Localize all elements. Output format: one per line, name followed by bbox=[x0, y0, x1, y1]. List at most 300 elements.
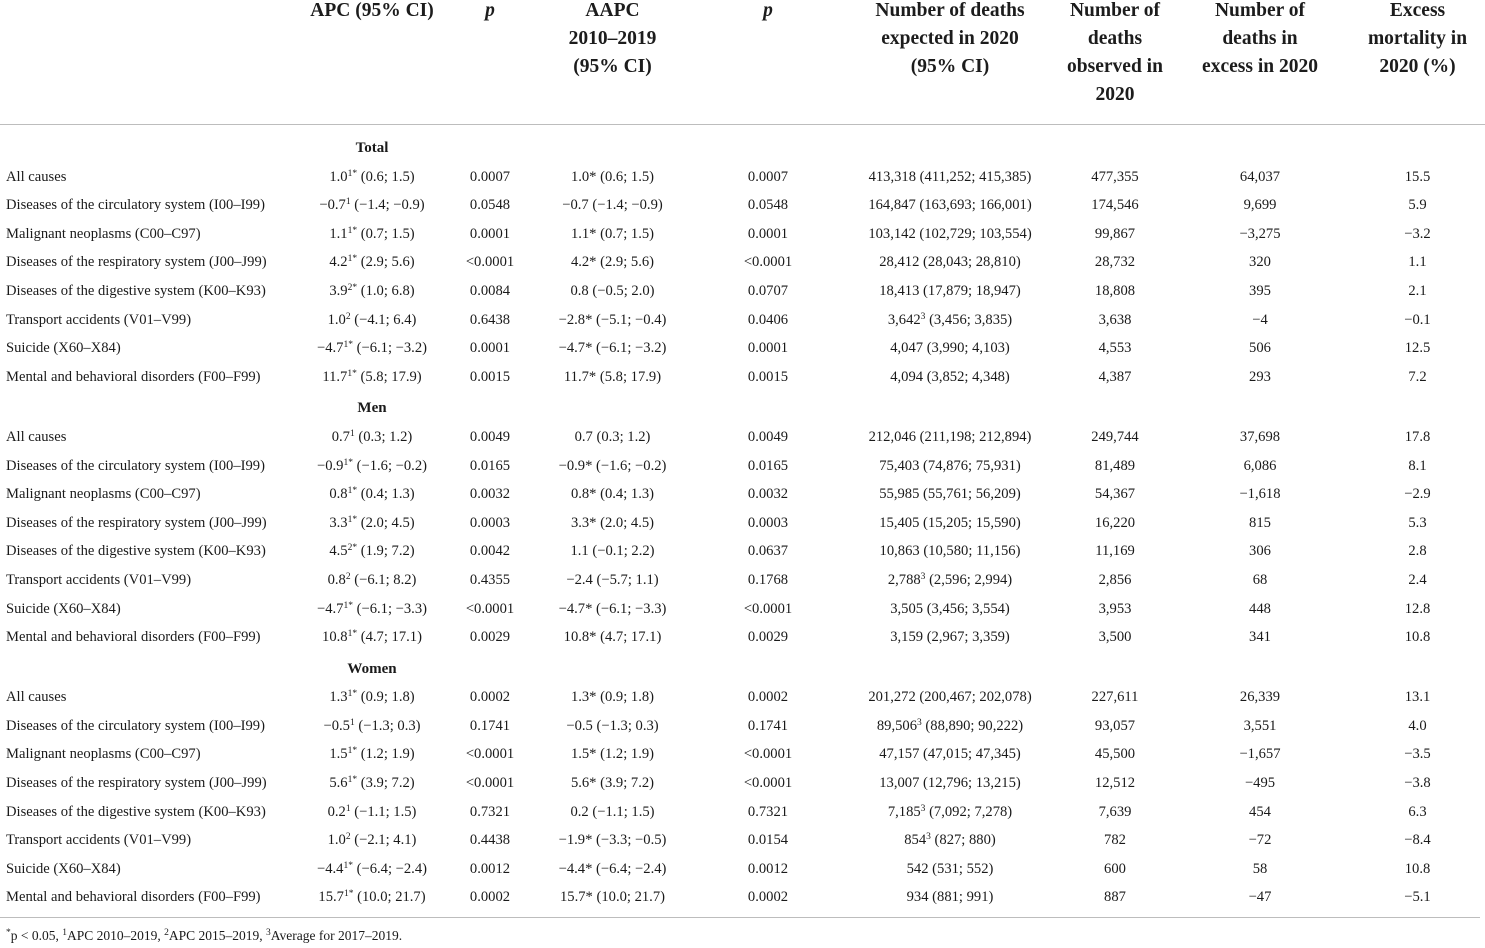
table-row bbox=[0, 683, 1485, 712]
cell-apc bbox=[292, 220, 452, 249]
apc-superscript: 1* bbox=[347, 689, 358, 700]
cell-p-value-1: 0.0084 bbox=[469, 282, 511, 299]
cell-apc bbox=[292, 595, 452, 624]
cell-excess-mortality: −0.1 bbox=[1404, 311, 1431, 328]
apc-value: 1.3 bbox=[329, 689, 348, 706]
cell-cause: Suicide (X60–X84) bbox=[6, 600, 121, 617]
cell-excess-mortality: 5.3 bbox=[1408, 514, 1427, 531]
apc-superscript: 1* bbox=[347, 168, 358, 179]
cell-deaths-observed: 54,367 bbox=[1094, 486, 1136, 503]
expected-superscript: 3 bbox=[920, 803, 926, 814]
cell-apc bbox=[292, 191, 452, 220]
cell-apc bbox=[292, 826, 452, 855]
cell-p-value-2: 0.0003 bbox=[747, 514, 789, 531]
table-row bbox=[0, 248, 1485, 277]
cell-deaths-observed: 12,512 bbox=[1094, 775, 1136, 792]
apc-superscript: 2* bbox=[347, 282, 358, 293]
cell-deaths-observed: 4,553 bbox=[1098, 340, 1132, 357]
apc-value: −0.7 bbox=[319, 197, 346, 214]
cell-cause: Transport accidents (V01–V99) bbox=[6, 571, 192, 588]
cell-aapc: −0.5 (−1.3; 0.3) bbox=[566, 717, 659, 734]
cell-deaths-excess: 26,339 bbox=[1239, 689, 1281, 706]
cell-apc bbox=[292, 423, 452, 452]
table-row bbox=[0, 452, 1485, 481]
cell-deaths-expected bbox=[850, 423, 1050, 452]
cell-deaths-observed: 7,639 bbox=[1098, 803, 1132, 820]
apc-ci: (−1.6; −0.2) bbox=[352, 457, 427, 474]
cell-excess-mortality: −3.2 bbox=[1404, 225, 1431, 242]
cell-apc bbox=[292, 248, 452, 277]
cell-excess-mortality: 12.8 bbox=[1404, 600, 1431, 617]
apc-ci: (−2.1; 4.1) bbox=[350, 832, 417, 849]
header-aapc: AAPC 2010–2019 (95% CI) bbox=[568, 0, 657, 77]
cell-deaths-expected bbox=[850, 683, 1050, 712]
cell-deaths-expected bbox=[850, 191, 1050, 220]
apc-superscript: 1* bbox=[347, 746, 358, 757]
cell-p-value-2: 0.0001 bbox=[747, 340, 789, 357]
apc-superscript: 1 bbox=[349, 428, 355, 439]
table-row bbox=[0, 798, 1485, 827]
expected-value: 15,405 bbox=[879, 514, 920, 531]
apc-ci: (−6.1; −3.2) bbox=[352, 340, 427, 357]
cell-excess-mortality: 10.8 bbox=[1404, 860, 1431, 877]
expected-ci: (3,456; 3,554) bbox=[923, 600, 1010, 617]
cell-deaths-observed: 3,638 bbox=[1098, 311, 1132, 328]
table-row bbox=[0, 277, 1485, 306]
cell-p-value-2: 0.0548 bbox=[747, 197, 789, 214]
cell-deaths-expected bbox=[850, 769, 1050, 798]
apc-ci: (−6.4; −2.4) bbox=[352, 860, 427, 877]
apc-superscript: 1* bbox=[347, 486, 358, 497]
expected-value: 13,007 bbox=[879, 775, 920, 792]
cell-deaths-excess: 58 bbox=[1252, 860, 1268, 877]
cell-deaths-expected bbox=[850, 537, 1050, 566]
cell-aapc: −2.8* (−5.1; −0.4) bbox=[558, 311, 667, 328]
expected-ci: (12,796; 13,215) bbox=[919, 775, 1021, 792]
apc-superscript: 1* bbox=[343, 457, 353, 468]
apc-ci: (2.0; 4.5) bbox=[357, 514, 415, 531]
cell-apc bbox=[292, 163, 452, 192]
apc-ci: (5.8; 17.9) bbox=[356, 368, 422, 385]
cell-cause: Transport accidents (V01–V99) bbox=[6, 311, 192, 328]
cell-cause: Transport accidents (V01–V99) bbox=[6, 832, 192, 849]
apc-value: −0.5 bbox=[323, 717, 350, 734]
apc-superscript: 1* bbox=[343, 860, 353, 871]
cell-deaths-expected bbox=[850, 509, 1050, 538]
cell-apc bbox=[292, 855, 452, 884]
table-row bbox=[0, 363, 1485, 392]
apc-value: 1.5 bbox=[329, 746, 348, 763]
table-row bbox=[0, 883, 1485, 912]
cell-p-value-1: 0.6438 bbox=[469, 311, 511, 328]
cell-p-value-2: <0.0001 bbox=[743, 746, 793, 763]
expected-ci: (17,879; 18,947) bbox=[919, 282, 1021, 299]
expected-ci: (47,015; 47,345) bbox=[919, 746, 1021, 763]
apc-ci: (1.2; 1.9) bbox=[357, 746, 415, 763]
table-row bbox=[0, 509, 1485, 538]
cell-cause: Diseases of the respiratory system (J00–J99) bbox=[6, 254, 267, 271]
cell-excess-mortality: 1.1 bbox=[1408, 254, 1427, 271]
expected-ci: (531; 552) bbox=[928, 860, 994, 877]
group-heading bbox=[0, 394, 1485, 423]
cell-deaths-excess: 68 bbox=[1252, 571, 1268, 588]
cell-aapc: 0.2 (−1.1; 1.5) bbox=[570, 803, 655, 820]
cell-cause: Malignant neoplasms (C00–C97) bbox=[6, 486, 201, 503]
cell-deaths-excess: 320 bbox=[1249, 254, 1271, 271]
cell-cause: Malignant neoplasms (C00–C97) bbox=[6, 746, 201, 763]
group-title: Men bbox=[357, 400, 387, 417]
cell-deaths-expected bbox=[850, 595, 1050, 624]
cell-p-value-1: 0.4355 bbox=[469, 571, 511, 588]
apc-value: −4.7 bbox=[316, 600, 344, 617]
expected-superscript: 3 bbox=[917, 717, 922, 728]
cell-p-value-1: 0.1741 bbox=[469, 717, 511, 734]
apc-ci: (−4.1; 6.4) bbox=[350, 311, 417, 328]
table-row bbox=[0, 566, 1485, 595]
cell-deaths-expected bbox=[850, 566, 1050, 595]
expected-ci: (827; 880) bbox=[930, 832, 996, 849]
cell-deaths-expected bbox=[850, 277, 1050, 306]
table-row bbox=[0, 480, 1485, 509]
apc-value: 11.7 bbox=[322, 368, 348, 385]
cell-deaths-expected bbox=[850, 306, 1050, 335]
apc-superscript: 1* bbox=[347, 368, 357, 379]
cell-p-value-1: 0.0002 bbox=[469, 689, 511, 706]
cell-p-value-1: <0.0001 bbox=[465, 775, 515, 792]
cell-apc bbox=[292, 769, 452, 798]
apc-ci: (−6.1; −3.3) bbox=[352, 600, 427, 617]
expected-value: 28,412 bbox=[879, 254, 920, 271]
table-body bbox=[0, 134, 1485, 912]
table-row bbox=[0, 191, 1485, 220]
apc-value: 1.0 bbox=[327, 832, 346, 849]
cell-excess-mortality: 7.2 bbox=[1408, 368, 1427, 385]
cell-p-value-2: 0.0002 bbox=[747, 689, 789, 706]
cell-deaths-expected bbox=[850, 826, 1050, 855]
cell-deaths-excess: −1,618 bbox=[1239, 486, 1281, 503]
table-row bbox=[0, 855, 1485, 884]
table-row bbox=[0, 423, 1485, 452]
cell-p-value-2: 0.1768 bbox=[747, 571, 789, 588]
cell-excess-mortality: 6.3 bbox=[1408, 803, 1427, 820]
table-header bbox=[0, 0, 1485, 125]
expected-ci: (55,761; 56,209) bbox=[919, 486, 1021, 503]
cell-aapc: 0.8 (−0.5; 2.0) bbox=[570, 282, 655, 299]
cell-aapc: 1.1 (−0.1; 2.2) bbox=[570, 543, 655, 560]
apc-superscript: 2 bbox=[345, 571, 351, 582]
cell-p-value-2: 0.0637 bbox=[747, 543, 789, 560]
expected-ci: (2,967; 3,359) bbox=[923, 629, 1010, 646]
apc-ci: (0.9; 1.8) bbox=[357, 689, 415, 706]
apc-ci: (0.7; 1.5) bbox=[357, 225, 415, 242]
cell-excess-mortality: 4.0 bbox=[1408, 717, 1427, 734]
cell-p-value-2: 0.0001 bbox=[747, 225, 789, 242]
cell-excess-mortality: 2.1 bbox=[1408, 282, 1427, 299]
cell-aapc: 15.7* (10.0; 21.7) bbox=[560, 889, 665, 906]
expected-ci: (3,852; 4,348) bbox=[923, 368, 1010, 385]
expected-ci: (411,252; 415,385) bbox=[916, 168, 1032, 185]
cell-excess-mortality: 13.1 bbox=[1404, 689, 1431, 706]
apc-ci: (10.0; 21.7) bbox=[353, 889, 426, 906]
cell-apc bbox=[292, 798, 452, 827]
expected-value: 4,047 bbox=[890, 340, 924, 357]
table-row bbox=[0, 537, 1485, 566]
cell-p-value-1: 0.0001 bbox=[469, 340, 511, 357]
cell-p-value-1: 0.0003 bbox=[469, 514, 511, 531]
cell-deaths-excess: 306 bbox=[1249, 543, 1271, 560]
cell-cause: All causes bbox=[6, 689, 67, 706]
apc-superscript: 1* bbox=[347, 514, 358, 525]
cell-deaths-expected bbox=[850, 334, 1050, 363]
cell-apc bbox=[292, 509, 452, 538]
expected-value: 2,788 bbox=[887, 571, 921, 588]
expected-value: 7,185 bbox=[887, 803, 921, 820]
cell-deaths-observed: 16,220 bbox=[1094, 514, 1136, 531]
cell-apc bbox=[292, 480, 452, 509]
cell-deaths-expected bbox=[850, 798, 1050, 827]
cell-p-value-2: 0.0049 bbox=[747, 428, 789, 445]
cell-apc bbox=[292, 334, 452, 363]
expected-value: 854 bbox=[904, 832, 927, 849]
cell-deaths-observed: 887 bbox=[1104, 889, 1126, 906]
cell-p-value-1: 0.0548 bbox=[469, 197, 511, 214]
apc-value: 4.5 bbox=[329, 543, 348, 560]
table-bottom-rule bbox=[0, 917, 1480, 918]
cell-aapc: 5.6* (3.9; 7.2) bbox=[570, 775, 655, 792]
apc-ci: (−6.1; 8.2) bbox=[350, 571, 417, 588]
cell-deaths-observed: 227,611 bbox=[1091, 689, 1139, 706]
cell-aapc: −4.4* (−6.4; −2.4) bbox=[558, 860, 667, 877]
cell-deaths-excess: −4 bbox=[1252, 311, 1268, 328]
cell-deaths-observed: 249,744 bbox=[1091, 428, 1139, 445]
table-row bbox=[0, 623, 1485, 652]
apc-value: 10.8 bbox=[322, 629, 348, 646]
apc-ci: (2.9; 5.6) bbox=[357, 254, 415, 271]
cell-excess-mortality: −2.9 bbox=[1404, 486, 1431, 503]
cell-aapc: 1.0* (0.6; 1.5) bbox=[570, 168, 655, 185]
cell-p-value-2: 0.0012 bbox=[747, 860, 789, 877]
cell-p-value-2: 0.7321 bbox=[747, 803, 789, 820]
cell-deaths-observed: 93,057 bbox=[1094, 717, 1136, 734]
expected-value: 4,094 bbox=[890, 368, 924, 385]
cell-aapc: 1.1* (0.7; 1.5) bbox=[570, 225, 655, 242]
cell-apc bbox=[292, 623, 452, 652]
cell-deaths-excess: 293 bbox=[1249, 368, 1271, 385]
cell-deaths-observed: 782 bbox=[1104, 832, 1126, 849]
cell-apc bbox=[292, 712, 452, 741]
cell-p-value-1: 0.0032 bbox=[469, 486, 511, 503]
cell-p-value-2: 0.0002 bbox=[747, 889, 789, 906]
group-title: Women bbox=[347, 660, 397, 677]
cell-aapc: 1.3* (0.9; 1.8) bbox=[570, 689, 655, 706]
header-p-value-1: p bbox=[485, 0, 495, 21]
cell-aapc: 4.2* (2.9; 5.6) bbox=[570, 254, 655, 271]
cell-deaths-excess: 9,699 bbox=[1243, 197, 1277, 214]
expected-superscript: 3 bbox=[920, 311, 926, 322]
apc-superscript: 1* bbox=[343, 600, 353, 611]
cell-deaths-excess: 815 bbox=[1249, 514, 1271, 531]
cell-excess-mortality: 17.8 bbox=[1404, 428, 1431, 445]
table-footnote: *p < 0.05, $^1$APC 2010–2019, $^2$APC 2015–2019, $^3$Average for 2017–2019. bbox=[6, 928, 403, 943]
apc-ci: (3.9; 7.2) bbox=[357, 775, 415, 792]
expected-value: 3,505 bbox=[890, 600, 924, 617]
cell-p-value-2: 0.0015 bbox=[747, 368, 789, 385]
cell-p-value-1: 0.4438 bbox=[469, 832, 511, 849]
cell-p-value-1: 0.0029 bbox=[469, 629, 511, 646]
cell-cause: Diseases of the respiratory system (J00–J99) bbox=[6, 775, 267, 792]
cell-deaths-excess: 448 bbox=[1249, 600, 1271, 617]
table-row bbox=[0, 163, 1485, 192]
apc-value: 3.9 bbox=[329, 282, 348, 299]
apc-superscript: 1* bbox=[343, 340, 353, 351]
apc-value: 1.1 bbox=[329, 225, 348, 242]
cell-deaths-expected bbox=[850, 883, 1050, 912]
expected-value: 18,413 bbox=[879, 282, 920, 299]
apc-superscript: 2 bbox=[345, 311, 351, 322]
cell-p-value-2: 0.0406 bbox=[747, 311, 789, 328]
cell-cause: Diseases of the digestive system (K00–K93) bbox=[6, 282, 266, 299]
apc-value: 1.0 bbox=[327, 311, 346, 328]
cell-cause: Diseases of the respiratory system (J00–J99) bbox=[6, 514, 267, 531]
expected-ci: (3,990; 4,103) bbox=[923, 340, 1010, 357]
apc-superscript: 2 bbox=[345, 832, 351, 843]
apc-ci: (−1.3; 0.3) bbox=[354, 717, 421, 734]
apc-ci: (0.4; 1.3) bbox=[357, 486, 415, 503]
apc-value: −4.4 bbox=[316, 860, 344, 877]
cell-deaths-excess: 341 bbox=[1249, 629, 1271, 646]
expected-ci: (102,729; 103,554) bbox=[915, 225, 1032, 242]
cell-p-value-1: 0.0012 bbox=[469, 860, 511, 877]
cell-p-value-1: 0.0015 bbox=[469, 368, 511, 385]
expected-value: 212,046 bbox=[868, 428, 917, 445]
cell-deaths-observed: 4,387 bbox=[1098, 368, 1132, 385]
cell-aapc: −0.7 (−1.4; −0.9) bbox=[562, 197, 663, 214]
apc-superscript: 1* bbox=[347, 775, 358, 786]
cell-deaths-excess: 454 bbox=[1249, 803, 1271, 820]
table-row bbox=[0, 826, 1485, 855]
apc-ci: (0.3; 1.2) bbox=[354, 428, 413, 445]
cell-deaths-excess: 3,551 bbox=[1243, 717, 1277, 734]
expected-ci: (10,580; 11,156) bbox=[919, 543, 1021, 560]
cell-aapc: 1.5* (1.2; 1.9) bbox=[570, 746, 655, 763]
cell-p-value-1: 0.7321 bbox=[469, 803, 511, 820]
cell-cause: Suicide (X60–X84) bbox=[6, 860, 121, 877]
header-excess-mortality: Excess mortality in 2020 (%) bbox=[1367, 0, 1468, 77]
cell-deaths-observed: 99,867 bbox=[1094, 225, 1136, 242]
cell-deaths-observed: 11,169 bbox=[1095, 543, 1135, 560]
table-row bbox=[0, 595, 1485, 624]
expected-ci: (200,467; 202,078) bbox=[915, 689, 1032, 706]
expected-value: 103,142 bbox=[868, 225, 916, 242]
apc-superscript: 2* bbox=[347, 543, 358, 554]
cell-deaths-excess: 6,086 bbox=[1243, 457, 1277, 474]
table-row bbox=[0, 220, 1485, 249]
cell-excess-mortality: −8.4 bbox=[1404, 832, 1431, 849]
expected-ci: (28,043; 28,810) bbox=[919, 254, 1021, 271]
cell-deaths-expected bbox=[850, 248, 1050, 277]
cell-cause: Diseases of the circulatory system (I00–I99) bbox=[6, 197, 265, 214]
cell-apc bbox=[292, 740, 452, 769]
cell-p-value-2: 0.0165 bbox=[747, 457, 789, 474]
cell-apc bbox=[292, 537, 452, 566]
group-heading bbox=[0, 655, 1485, 684]
cell-deaths-expected bbox=[850, 855, 1050, 884]
cell-p-value-1: 0.0049 bbox=[469, 428, 511, 445]
expected-value: 542 bbox=[906, 860, 929, 877]
cell-deaths-observed: 174,546 bbox=[1091, 197, 1139, 214]
cell-apc bbox=[292, 277, 452, 306]
cell-deaths-expected bbox=[850, 452, 1050, 481]
expected-ci: (15,205; 15,590) bbox=[919, 514, 1021, 531]
cell-p-value-2: <0.0001 bbox=[743, 600, 793, 617]
apc-ci: (1.9; 7.2) bbox=[357, 543, 415, 560]
cell-deaths-expected bbox=[850, 480, 1050, 509]
cell-cause: Mental and behavioral disorders (F00–F99) bbox=[6, 889, 261, 906]
cell-deaths-observed: 28,732 bbox=[1094, 254, 1136, 271]
cell-deaths-excess: −1,657 bbox=[1239, 746, 1281, 763]
apc-ci: (−1.1; 1.5) bbox=[350, 803, 417, 820]
cell-excess-mortality: −5.1 bbox=[1404, 889, 1431, 906]
cell-p-value-1: <0.0001 bbox=[465, 254, 515, 271]
cell-excess-mortality: −3.8 bbox=[1404, 775, 1431, 792]
cell-p-value-1: <0.0001 bbox=[465, 600, 515, 617]
apc-superscript: 1* bbox=[347, 629, 358, 640]
header-deaths-expected: Number of deaths expected in 2020 (95% CI) bbox=[875, 0, 1025, 77]
expected-value: 47,157 bbox=[879, 746, 920, 763]
cell-aapc: 3.3* (2.0; 4.5) bbox=[570, 514, 655, 531]
cell-deaths-observed: 45,500 bbox=[1094, 746, 1136, 763]
cell-aapc: −4.7* (−6.1; −3.3) bbox=[558, 600, 667, 617]
cell-p-value-2: <0.0001 bbox=[743, 254, 793, 271]
apc-value: 4.2 bbox=[329, 254, 348, 271]
apc-value: 0.7 bbox=[331, 428, 350, 445]
cell-aapc: −0.9* (−1.6; −0.2) bbox=[558, 457, 667, 474]
expected-value: 201,272 bbox=[868, 689, 916, 706]
apc-value: −4.7 bbox=[316, 340, 344, 357]
apc-value: 0.2 bbox=[327, 803, 346, 820]
cell-excess-mortality: 15.5 bbox=[1404, 168, 1431, 185]
expected-value: 10,863 bbox=[879, 543, 920, 560]
expected-value: 3,159 bbox=[890, 629, 924, 646]
cell-p-value-2: <0.0001 bbox=[743, 775, 793, 792]
cell-aapc: 11.7* (5.8; 17.9) bbox=[563, 368, 662, 385]
expected-ci: (2,596; 2,994) bbox=[925, 571, 1013, 588]
cell-deaths-excess: 395 bbox=[1249, 282, 1271, 299]
cell-deaths-excess: −495 bbox=[1244, 775, 1276, 792]
cell-deaths-expected bbox=[850, 363, 1050, 392]
apc-value: 15.7 bbox=[318, 889, 344, 906]
header-deaths-observed: Number of deaths observed in 2020 bbox=[1067, 0, 1163, 105]
cell-excess-mortality: 5.9 bbox=[1408, 197, 1427, 214]
apc-value: 5.6 bbox=[329, 775, 348, 792]
cell-p-value-2: 0.0029 bbox=[747, 629, 789, 646]
cell-deaths-excess: −72 bbox=[1248, 832, 1272, 849]
cell-cause: All causes bbox=[6, 168, 67, 185]
header-p-value-2: p bbox=[763, 0, 773, 21]
table-row bbox=[0, 712, 1485, 741]
group-title: Total bbox=[355, 140, 389, 156]
cell-excess-mortality: 2.4 bbox=[1408, 571, 1427, 588]
cell-apc bbox=[292, 683, 452, 712]
cell-p-value-1: 0.0001 bbox=[469, 225, 511, 242]
apc-ci: (−1.4; −0.9) bbox=[350, 197, 425, 214]
cell-aapc: 10.8* (4.7; 17.1) bbox=[563, 629, 662, 646]
expected-ci: (3,456; 3,835) bbox=[925, 311, 1013, 328]
cell-p-value-1: 0.0042 bbox=[469, 543, 511, 560]
expected-superscript: 3 bbox=[926, 832, 931, 843]
cell-deaths-observed: 81,489 bbox=[1094, 457, 1136, 474]
cell-deaths-observed: 600 bbox=[1104, 860, 1126, 877]
